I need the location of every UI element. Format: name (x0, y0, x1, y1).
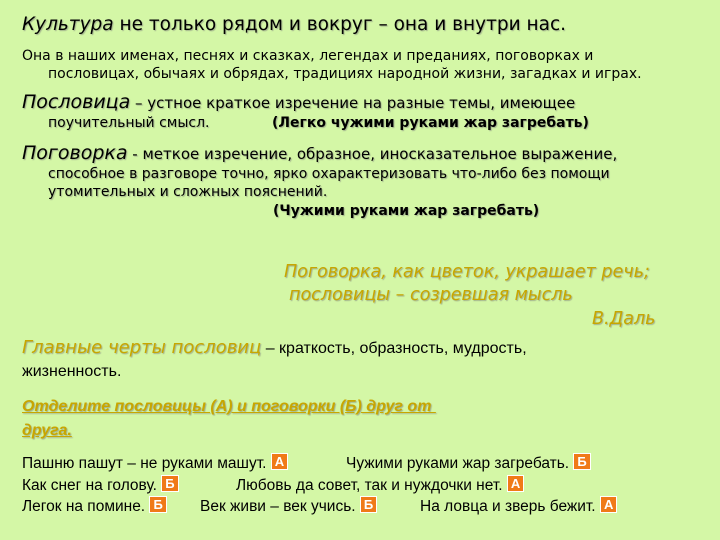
example-7-answer[interactable]: А (600, 496, 617, 513)
task-line-1: Отделите пословицы (А) и поговорки (Б) друг от (22, 398, 436, 415)
intro-line-1: Она в наших именах, песнях и сказках, легендах и преданиях, поговорках и (22, 48, 594, 64)
example-3-answer[interactable]: Б (161, 475, 178, 492)
proverb-example: (Легко чужими руками жар загребать) (272, 115, 589, 131)
example-4 (236, 475, 524, 495)
example-2-text: Чужими руками жар загребать. (346, 455, 570, 472)
intro-line-2: пословицах, обычаях и обрядах, традициях народной жизни, загадках и играх. (48, 66, 642, 82)
example-2 (346, 453, 591, 473)
example-4-answer[interactable]: А (507, 475, 524, 492)
main-features-text-1: – краткость, образность, мудрость, (261, 340, 527, 357)
heading-term: Культура (22, 14, 114, 35)
saying-def-3: утомительных и сложных пояснений. (48, 184, 328, 200)
example-1-text: Пашню пашут – не руками машут. (22, 455, 267, 472)
slide-heading (22, 14, 566, 35)
quote-line-1: Поговорка, как цветок, украшает речь; (284, 262, 650, 282)
example-6-text: Век живи – век учись. (200, 498, 356, 515)
example-3 (22, 475, 179, 495)
example-7-text: На ловца и зверь бежит. (420, 498, 596, 515)
proverb-def-2: поучительный смысл. (48, 115, 210, 131)
example-5-answer[interactable]: Б (149, 496, 166, 513)
main-features-line-1 (22, 337, 527, 358)
proverb-term: Пословица (22, 91, 131, 113)
example-5-text: Легок на помине. (22, 498, 146, 515)
saying-def-2: способное в разговоре точно, ярко охарактеризовать что-либо без помощи (48, 166, 610, 182)
example-1 (22, 453, 288, 473)
example-2-answer[interactable]: Б (573, 453, 590, 470)
saying-term: Поговорка (22, 142, 128, 164)
proverb-definition-line-1 (22, 91, 575, 113)
main-features-term: Главные черты пословиц (22, 337, 262, 358)
example-3-text: Как снег на голову. (22, 477, 157, 494)
heading-rest: не только рядом и вокруг – она и внутри нас. (113, 14, 566, 35)
quote-line-2: пословицы – созревшая мысль (289, 285, 573, 305)
saying-def-1: - меткое изречение, образное, иносказательное выражение, (127, 145, 618, 163)
example-5 (22, 496, 167, 516)
example-7 (420, 496, 617, 516)
quote-author: В.Даль (592, 309, 656, 329)
example-1-answer[interactable]: А (271, 453, 288, 470)
example-4-text: Любовь да совет, так и нуждочки нет. (236, 477, 503, 494)
example-6 (200, 496, 377, 516)
saying-example: (Чужими руками жар загребать) (273, 203, 540, 219)
proverb-def-1: – устное краткое изречение на разные темы, имеющее (130, 94, 576, 112)
example-6-answer[interactable]: Б (360, 496, 377, 513)
saying-definition-line-1 (22, 142, 617, 164)
main-features-text-2: жизненность. (22, 363, 122, 380)
task-line-2: друга. (22, 422, 72, 439)
